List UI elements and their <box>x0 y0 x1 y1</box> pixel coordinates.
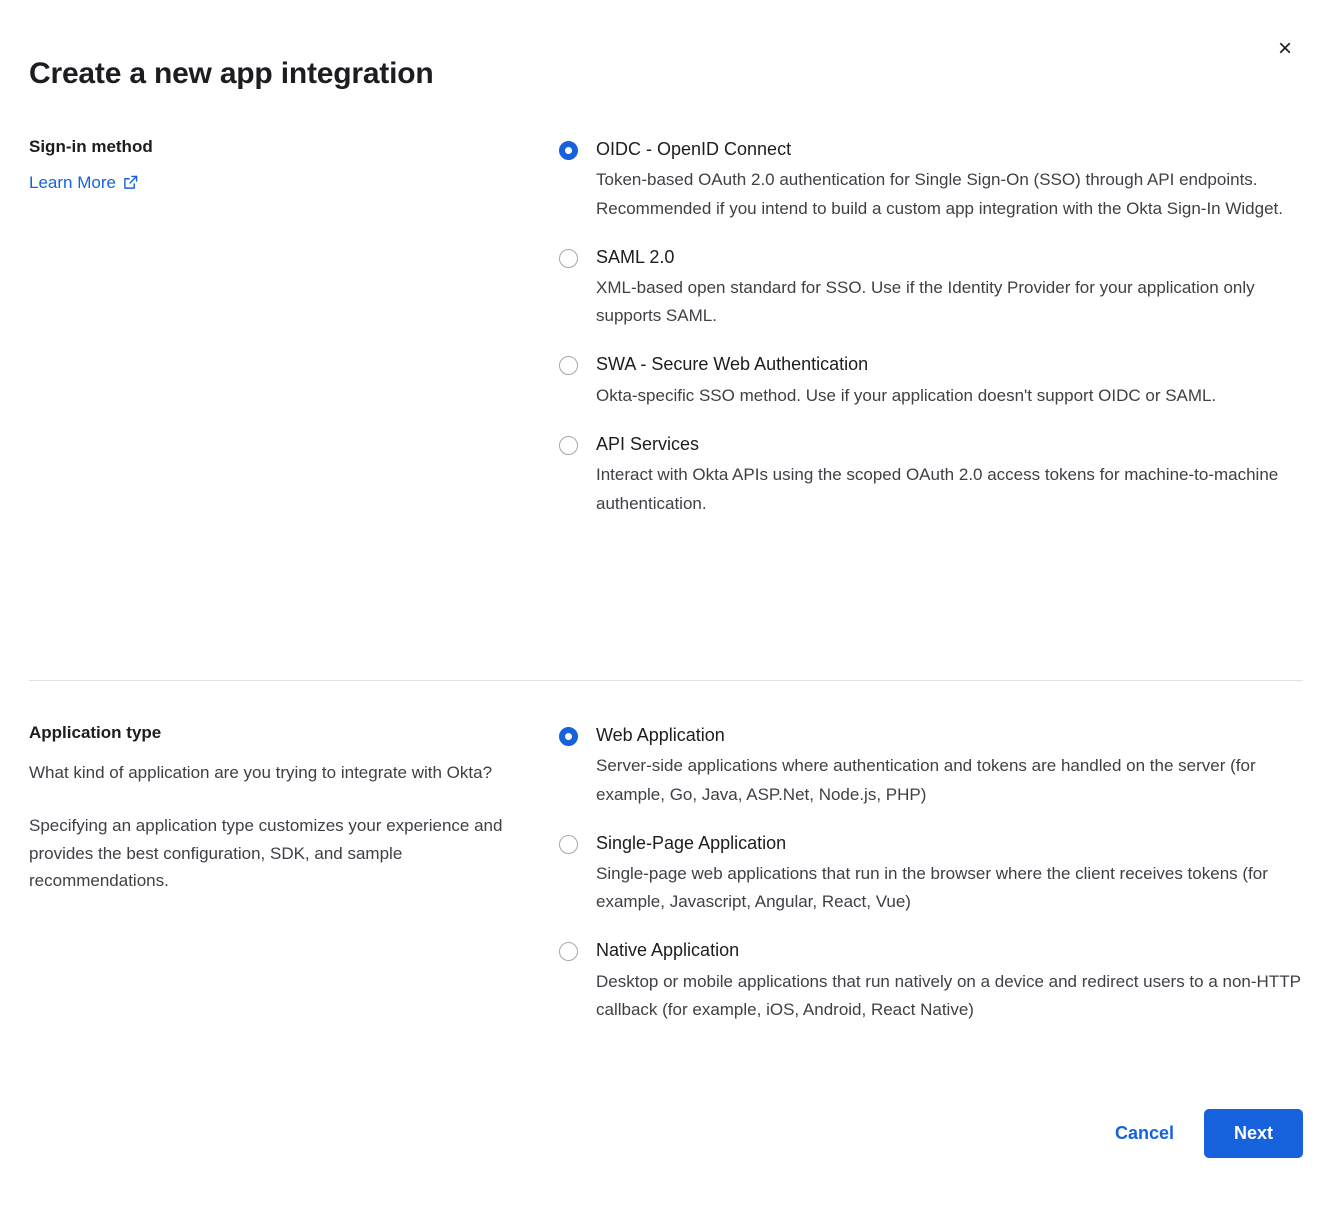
apptype-option-web-description: Server-side applications where authentication and tokens are handled on the server (for example, Go, Java, ASP.Net, Node.js, PHP) <box>596 756 1256 804</box>
learn-more-label: Learn More <box>29 172 116 192</box>
application-type-options <box>559 721 1303 1024</box>
apptype-option-spa[interactable] <box>559 831 1303 917</box>
apptype-option-spa-description: Single-page web applications that run in the browser where the client receives tokens (for example, Javascript, Angular, React, Vue) <box>596 864 1268 912</box>
apptype-option-spa-label[interactable]: Single-Page Application <box>596 832 787 853</box>
application-type-help-1: What kind of application are you trying to integrate with Okta? <box>29 762 493 782</box>
signin-option-api-services[interactable] <box>559 432 1303 518</box>
dialog-footer <box>1111 1109 1303 1158</box>
signin-method-left-column <box>29 135 559 193</box>
apptype-option-native[interactable] <box>559 938 1303 1024</box>
page-title: Create a new app integration <box>29 57 434 90</box>
signin-option-swa-label[interactable]: SWA - Secure Web Authentication <box>596 354 869 375</box>
signin-option-api-services-description: Interact with Okta APIs using the scoped OAuth 2.0 access tokens for machine-to-machine authentication. <box>596 465 1279 513</box>
application-type-section <box>29 721 1303 1024</box>
radio-swa[interactable] <box>559 356 578 375</box>
signin-option-oidc-description: Token-based OAuth 2.0 authentication for Single Sign-On (SSO) through API endpoints. Recommended if you intend to build a custom app integration with the Okta Sign-In Widget. <box>596 170 1283 218</box>
signin-method-section <box>29 135 1303 518</box>
apptype-option-web-label[interactable]: Web Application <box>596 725 725 745</box>
section-divider <box>29 680 1303 681</box>
radio-web-application[interactable] <box>559 727 578 746</box>
signin-option-saml-label[interactable]: SAML 2.0 <box>596 246 675 267</box>
application-type-help-2: Specifying an application type customizes your experience and provides the best configuration, SDK, and sample recommendations. <box>29 816 503 891</box>
signin-option-saml[interactable] <box>559 245 1303 331</box>
signin-option-api-services-label[interactable]: API Services <box>596 433 700 454</box>
signin-option-swa[interactable] <box>559 352 1303 410</box>
radio-single-page-application[interactable] <box>559 835 578 854</box>
apptype-option-web[interactable] <box>559 723 1303 809</box>
learn-more-link[interactable] <box>29 173 138 193</box>
close-icon[interactable]: × <box>1272 36 1298 62</box>
application-type-left-column <box>29 721 559 895</box>
apptype-option-native-description: Desktop or mobile applications that run natively on a device and redirect users to a non-HTTP callback (for example, iOS, Android, React Native) <box>596 971 1301 1019</box>
application-type-heading: Application type <box>29 723 162 742</box>
radio-oidc[interactable] <box>559 141 578 160</box>
radio-api-services[interactable] <box>559 436 578 455</box>
signin-option-saml-description: XML-based open standard for SSO. Use if the Identity Provider for your application only supports SAML. <box>596 278 1255 326</box>
signin-option-oidc[interactable] <box>559 137 1303 223</box>
radio-saml[interactable] <box>559 249 578 268</box>
signin-option-swa-description: Okta-specific SSO method. Use if your application doesn't support OIDC or SAML. <box>596 385 1217 405</box>
signin-method-options <box>559 135 1303 518</box>
signin-option-oidc-label[interactable]: OIDC - OpenID Connect <box>596 139 792 159</box>
radio-native-application[interactable] <box>559 942 578 961</box>
external-link-icon <box>123 175 138 190</box>
cancel-button[interactable]: Cancel <box>1111 1115 1178 1152</box>
apptype-option-native-label[interactable]: Native Application <box>596 940 740 961</box>
signin-method-heading: Sign-in method <box>29 137 153 156</box>
next-button[interactable]: Next <box>1204 1109 1303 1158</box>
